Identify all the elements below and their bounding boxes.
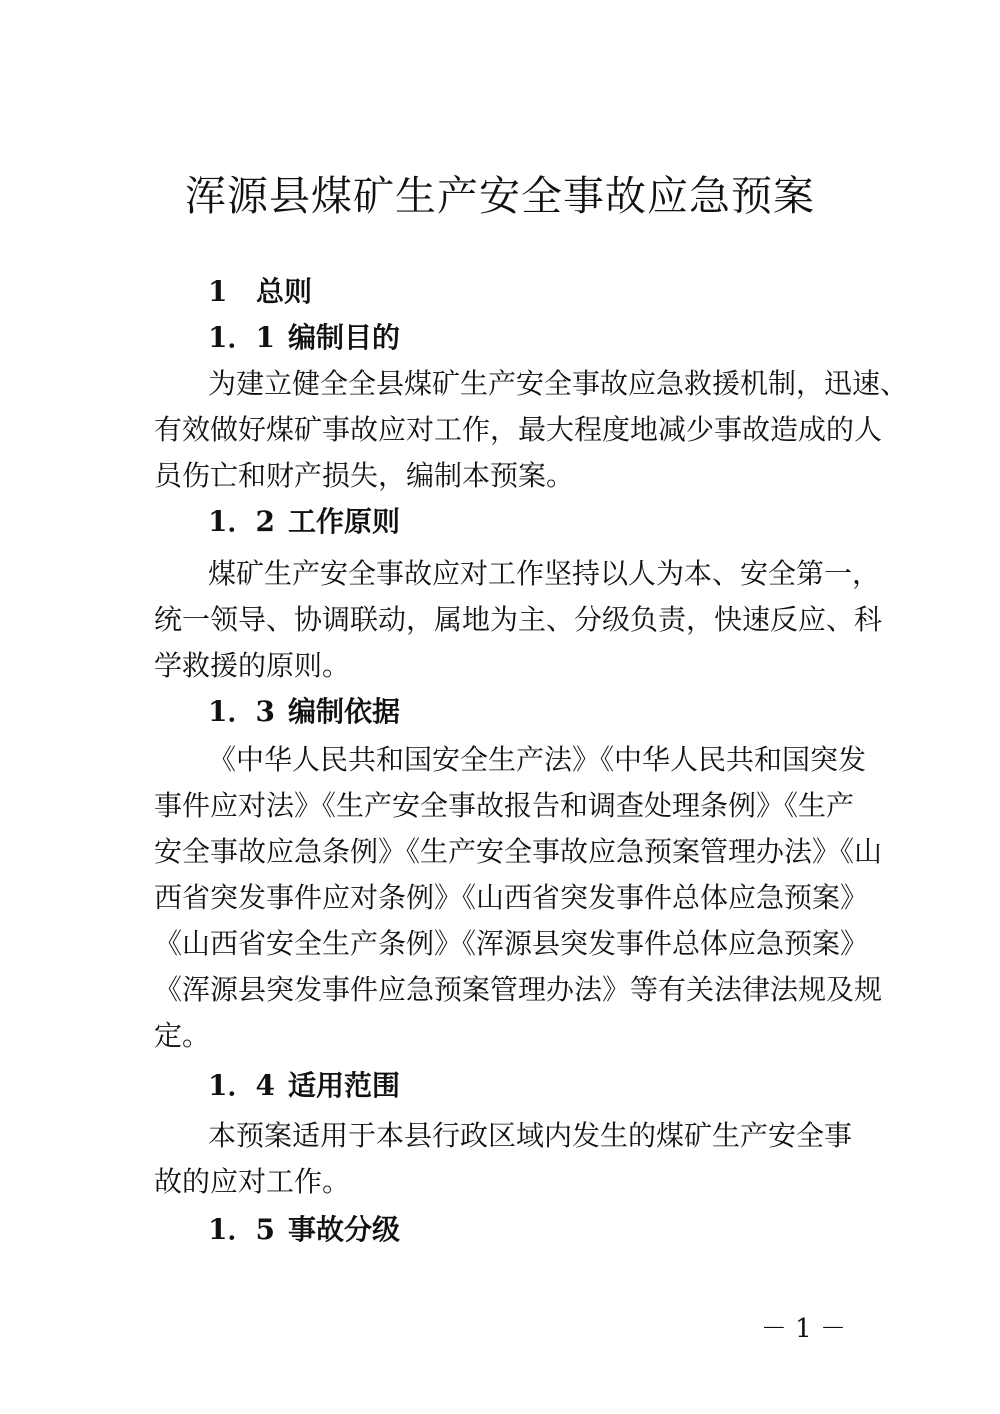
section-heading-1-4 bbox=[208, 1068, 400, 1104]
paragraph-line: 统一领导、协调联动，属地为主、分级负责，快速反应、科 bbox=[154, 603, 883, 636]
document-title: 浑源县煤矿生产安全事故应急预案 bbox=[185, 172, 815, 220]
paragraph-line: 《中华人民共和国安全生产法》《中华人民共和国突发 bbox=[208, 743, 867, 776]
paragraph-line: 本预案适用于本县行政区域内发生的煤矿生产安全事 bbox=[208, 1119, 853, 1152]
section-number: 1．5 bbox=[208, 1213, 275, 1246]
paragraph-line: 定。 bbox=[154, 1019, 211, 1052]
section-number: 1．3 bbox=[208, 695, 275, 728]
paragraph-line: 有效做好煤矿事故应对工作，最大程度地减少事故造成的人 bbox=[154, 413, 883, 446]
section-number: 1．2 bbox=[208, 505, 275, 538]
paragraph-line: 西省突发事件应对条例》《山西省突发事件总体应急预案》 bbox=[154, 881, 869, 914]
section-title: 事故分级 bbox=[288, 1213, 401, 1246]
paragraph-line: 《山西省安全生产条例》《浑源县突发事件总体应急预案》 bbox=[154, 927, 869, 960]
section-heading-1-5 bbox=[208, 1212, 400, 1248]
page-number: － 1 － bbox=[760, 1314, 846, 1344]
section-title: 编制依据 bbox=[288, 695, 401, 728]
paragraph-line: 煤矿生产安全事故应对工作坚持以人为本、安全第一， bbox=[208, 557, 881, 590]
paragraph-line: 学救援的原则。 bbox=[154, 649, 351, 682]
section-heading-1 bbox=[208, 274, 312, 310]
paragraph-line: 《浑源县突发事件应急预案管理办法》等有关法律法规及规 bbox=[154, 973, 883, 1006]
section-title: 总则 bbox=[256, 275, 313, 308]
paragraph-line: 为建立健全全县煤矿生产安全事故应急救援机制，迅速、 bbox=[208, 367, 909, 400]
paragraph-line: 安全事故应急条例》《生产安全事故应急预案管理办法》《山 bbox=[154, 835, 883, 868]
paragraph-line: 故的应对工作。 bbox=[154, 1165, 351, 1198]
section-number: 1．1 bbox=[208, 321, 275, 354]
section-title: 工作原则 bbox=[288, 505, 401, 538]
paragraph-line: 员伤亡和财产损失，编制本预案。 bbox=[154, 459, 575, 492]
section-title: 编制目的 bbox=[288, 321, 401, 354]
section-number: 1 bbox=[208, 275, 228, 308]
section-number: 1．4 bbox=[208, 1069, 275, 1102]
section-heading-1-3 bbox=[208, 694, 400, 730]
section-title: 适用范围 bbox=[288, 1069, 401, 1102]
section-heading-1-1 bbox=[208, 320, 400, 356]
paragraph-line: 事件应对法》《生产安全事故报告和调查处理条例》《生产 bbox=[154, 789, 855, 822]
section-heading-1-2 bbox=[208, 504, 400, 540]
